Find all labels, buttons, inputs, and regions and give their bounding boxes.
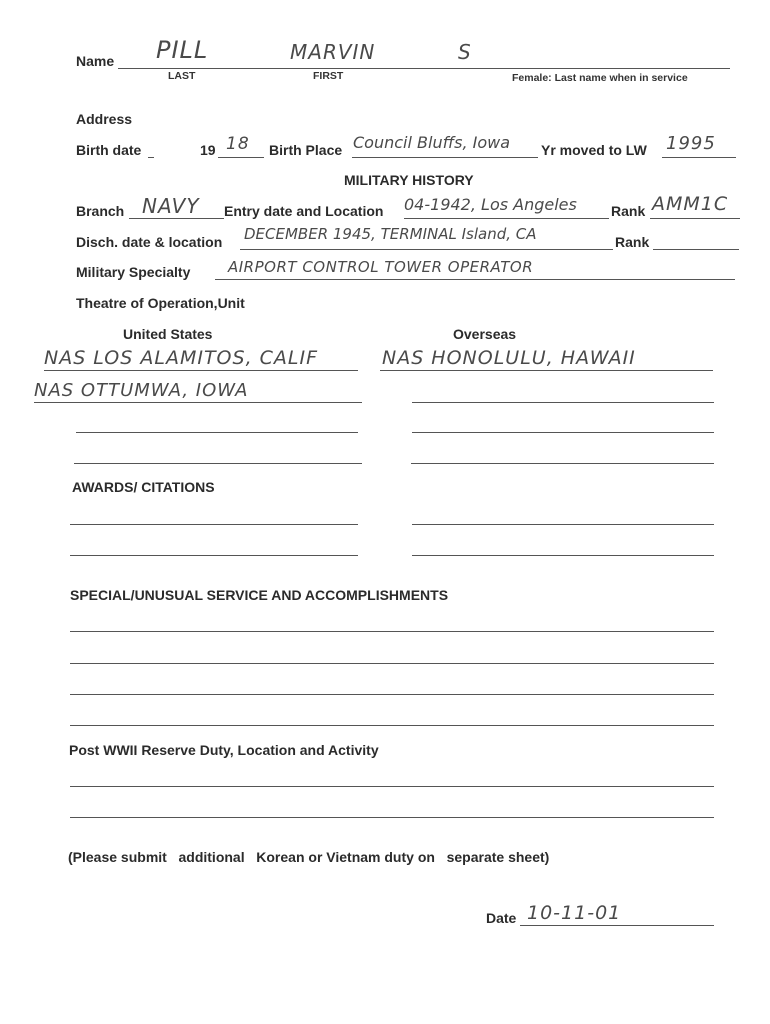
special-line-4 (70, 725, 714, 726)
overseas-line-4 (411, 463, 714, 464)
united-states-label: United States (123, 326, 213, 342)
date-label: Date (486, 910, 517, 926)
special-line-3 (70, 694, 714, 695)
special-line-2 (70, 663, 714, 664)
address-label: Address (76, 111, 133, 127)
birth-place-line (352, 157, 538, 158)
reserve-line-1 (70, 786, 714, 787)
rank2-label: Rank (615, 234, 650, 250)
moved-label: Yr moved to LW (541, 142, 647, 158)
us-line-2 (34, 402, 362, 403)
entry-line (404, 218, 609, 219)
us-line-3 (76, 432, 358, 433)
disch-label: Disch. date & location (76, 234, 223, 250)
reserve-heading: Post WWII Reserve Duty, Location and Activity (69, 742, 379, 758)
birth-year-value: 18 (226, 134, 250, 154)
rank-line (650, 218, 740, 219)
specialty-value: AIRPORT CONTROL TOWER OPERATOR (228, 258, 534, 276)
awards-line-3 (70, 555, 358, 556)
us-line-4 (74, 463, 362, 464)
name-line (118, 68, 730, 69)
branch-value: NAVY (142, 194, 200, 218)
date-line (520, 925, 714, 926)
overseas-line-1 (380, 370, 713, 371)
name-first-value: MARVIN (290, 40, 376, 64)
name-caption-last: LAST (168, 70, 196, 82)
submit-note: (Please submit additional Korean or Vietnam duty on separate sheet) (68, 849, 550, 865)
name-middle-value: S (458, 40, 472, 64)
name-label: Name (76, 53, 115, 69)
us-entry-2: NAS OTTUMWA, IOWA (34, 380, 249, 401)
birth-date-line (148, 157, 154, 158)
birth-place-value: Council Bluffs, Iowa (353, 133, 511, 152)
entry-value: 04-1942, Los Angeles (404, 195, 577, 214)
overseas-line-3 (412, 432, 714, 433)
name-last-value: PILL (156, 36, 209, 64)
overseas-label: Overseas (453, 326, 517, 342)
birth-year-line (218, 157, 264, 158)
overseas-line-2 (412, 402, 714, 403)
rank2-line (653, 249, 739, 250)
birth-place-label: Birth Place (269, 142, 343, 158)
name-caption-first: FIRST (313, 70, 344, 82)
special-line-1 (70, 631, 714, 632)
birth-year-prefix: 19 (200, 142, 216, 158)
awards-line-1 (70, 524, 358, 525)
disch-value: DECEMBER 1945, TERMINAL Island, CA (244, 225, 537, 243)
disch-line (240, 249, 613, 250)
rank-label: Rank (611, 203, 646, 219)
reserve-line-2 (70, 817, 714, 818)
branch-label: Branch (76, 203, 125, 219)
us-entry-1: NAS LOS ALAMITOS, CALIF (44, 347, 319, 369)
specialty-line (215, 279, 735, 280)
moved-value: 1995 (666, 133, 716, 154)
moved-line (662, 157, 736, 158)
awards-heading: AWARDS/ CITATIONS (72, 479, 215, 495)
military-history-heading: MILITARY HISTORY (344, 172, 474, 188)
special-heading: SPECIAL/UNUSUAL SERVICE AND ACCOMPLISHMENTS (70, 587, 449, 603)
theatre-label: Theatre of Operation,Unit (76, 295, 245, 311)
overseas-entry-1: NAS HONOLULU, HAWAII (382, 347, 636, 369)
name-caption-female: Female: Last name when in service (512, 72, 688, 84)
date-value: 10-11-01 (527, 902, 622, 924)
specialty-label: Military Specialty (76, 264, 191, 280)
birth-date-label: Birth date (76, 142, 142, 158)
us-line-1 (44, 370, 358, 371)
branch-line (129, 218, 224, 219)
entry-label: Entry date and Location (224, 203, 384, 219)
awards-line-2 (412, 524, 714, 525)
awards-line-4 (412, 555, 714, 556)
rank-value: AMM1C (652, 193, 729, 215)
